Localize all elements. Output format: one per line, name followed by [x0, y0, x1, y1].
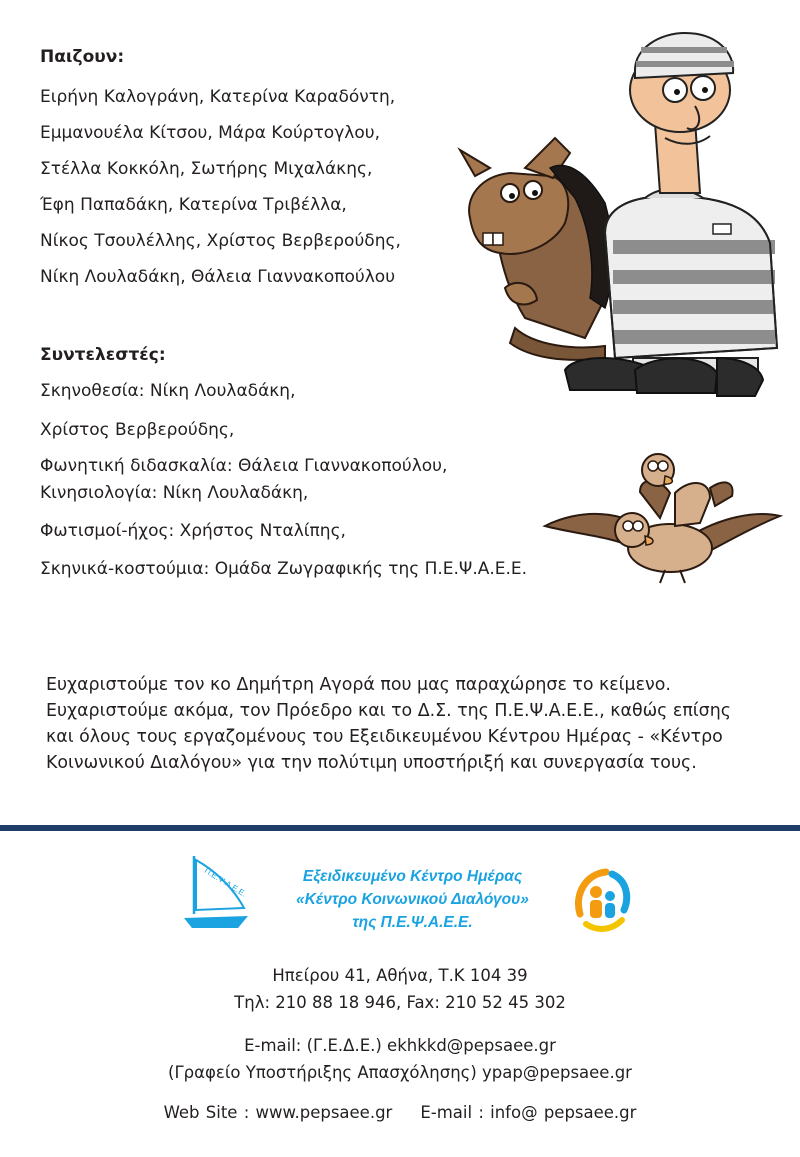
contact-address: Ηπείρου 41, Αθήνα, Τ.Κ 104 39 — [272, 966, 528, 985]
cast-line: Στέλλα Κοκκόλη, Σωτήρης Μιχαλάκης, — [40, 159, 373, 179]
credit-line: Φωνητική διδασκαλία: Θάλεια Γιαννακοπούλου, — [40, 456, 448, 476]
website-link[interactable]: Web Site : www.pepsaee.gr — [163, 1103, 393, 1122]
org-line: Εξειδικευμένο Κέντρο Ημέρας — [302, 868, 523, 885]
thanks-line: Ευχαριστούμε τον κο Δημήτρη Αγορά που μας παραχώρησε το κείμενο. — [46, 675, 671, 695]
credits-heading: Συντελεστές: — [40, 345, 166, 365]
contact-email-office: (Γραφείο Υποστήριξης Απασχόλησης) ypap@pepsaee.gr — [168, 1063, 632, 1082]
contact-web-row — [0, 1100, 800, 1126]
donkey-figure — [460, 138, 613, 360]
credit-line: Κινησιολογία: Νίκη Λουλαδάκη, — [40, 483, 309, 503]
cast-line: Νίκη Λουλαδάκη, Θάλεια Γιαννακοπούλου — [40, 267, 396, 287]
thanks-paragraph — [46, 672, 766, 776]
cast-line: Έφη Παπαδάκη, Κατερίνα Τριβέλλα, — [40, 195, 347, 215]
credit-line: Σκηνοθεσία: Νίκη Λουλαδάκη, — [40, 381, 296, 401]
section-divider — [0, 825, 800, 831]
credit-line: Φωτισμοί-ήχος: Χρήστος Νταλίπης, — [40, 521, 346, 541]
sailboat-logo-text: Π.Ε.Ψ.Α.Ε.Ε. — [202, 866, 248, 899]
cast-line: Νίκος Τσουλέλλης, Χρίστος Βερβερούδης, — [40, 231, 401, 251]
cast-line: Ειρήνη Καλογράνη, Κατερίνα Καραδόντη, — [40, 87, 396, 107]
prisoner-donkey-illustration — [455, 28, 795, 420]
thanks-line: Ευχαριστούμε ακόμα, τον Πρόεδρο και το Δ.Σ. της Π.Ε.Ψ.Α.Ε.Ε., καθώς επίσης — [46, 701, 731, 721]
birds-illustration — [540, 448, 785, 598]
org-line: «Κέντρο Κοινωνικού Διαλόγου» — [296, 891, 529, 908]
credit-line: Χρίστος Βερβερούδης, — [40, 420, 235, 440]
contact-email-gede: E-mail: (Γ.Ε.Δ.Ε.) ekhkkd@pepsaee.gr — [244, 1036, 556, 1055]
contact-phone: Τηλ: 210 88 18 946, Fax: 210 52 45 302 — [234, 993, 566, 1012]
thanks-line: και όλους τους εργαζομένους του Εξειδικευμένου Κέντρου Ημέρας - «Κέντρο — [46, 727, 723, 747]
cast-line: Εμμανουέλα Κίτσου, Μάρα Κούρτογλου, — [40, 123, 380, 143]
organization-name — [240, 865, 585, 934]
info-email-link[interactable]: E-mail : info@ pepsaee.gr — [420, 1103, 637, 1122]
credit-line: Σκηνικά-κοστούμια: Ομάδα Ζωγραφικής της Π.Ε.Ψ.Α.Ε.Ε. — [40, 559, 528, 579]
org-line: της Π.Ε.Ψ.Α.Ε.Ε. — [352, 914, 473, 931]
cast-heading: Παιζουν: — [40, 47, 125, 67]
thanks-line: Κοινωνικού Διαλόγου» για την πολύτιμη υποστήριξή και συνεργασία τους. — [46, 753, 697, 773]
